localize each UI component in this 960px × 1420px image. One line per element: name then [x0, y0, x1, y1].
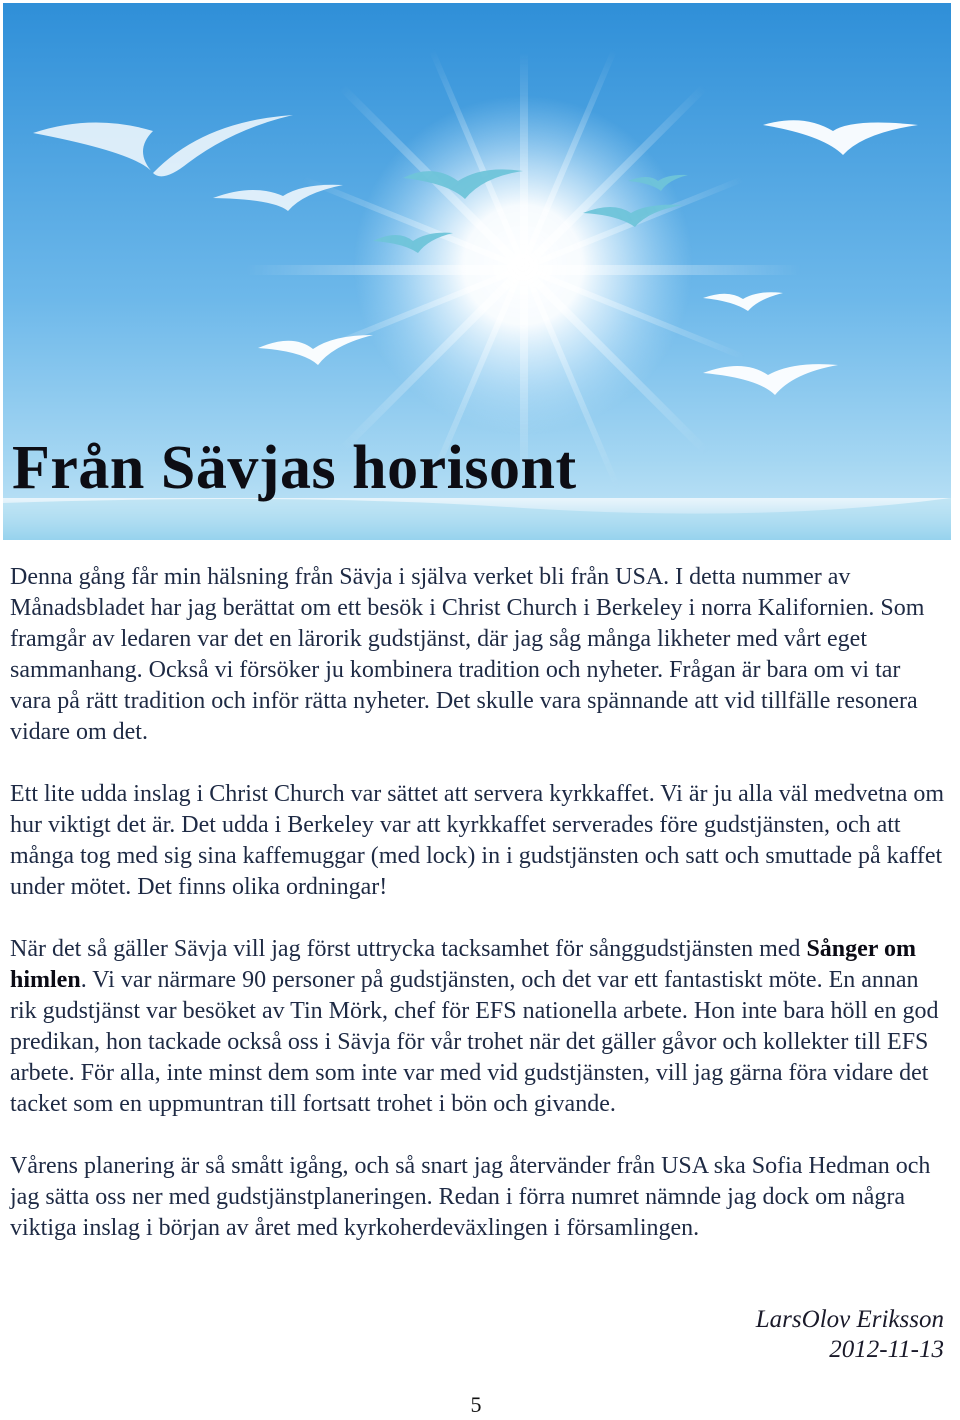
paragraph-2: Ett lite udda inslag i Christ Church var sättet att servera kyrkkaffet. Vi är ju alla väl medvetna om hur viktigt det är. Det udda i Berkeley var att kyrkkaffet serverades före gudstjänsten, och att många tog med sig sina kaffemuggar (med lock) in i gudstjänsten och satt och smuttade på kaffet under mötet. Det finns olika ordningar! [10, 781, 945, 900]
sun-icon [353, 95, 693, 435]
article-body [10, 562, 945, 1275]
signature-date: 2012-11-13 [829, 1336, 944, 1363]
page-number: 5 [470, 1392, 482, 1417]
paragraph-3 [10, 934, 945, 1120]
paragraph-1: Denna gång får min hälsning från Sävja i själva verket bli från USA. I detta nummer av Månadsbladet har jag berättat om ett besök i Christ Church i Berkeley i norra Kalifornien. Som framgår av ledaren var det en lärorik gudstjänst, där jag såg många likheter med vårt eget sammanhang. Också vi försöker ju kombinera tradition och nyheter. Frågan är bara om vi tar vara på rätt tradition och inför rätta nyheter. Det skulle vara spännande att vid tillfälle resonera vidare om det. [10, 564, 925, 745]
paragraph-3-rest: . Vi var närmare 90 personer på gudstjänsten, och det var ett fantastiskt möte. En annan rik gudstjänst var besöket av Tin Mörk, chef för EFS nationella arbete. Hon inte bara höll en god predikan, hon tackade också oss i Sävja för vår trohet när det gäller gåvor och kollekter till EFS arbete. För alla, inte minst dem som inte var med vid gudstjänsten, vill jag gärna föra vidare det tacket som en uppmuntran till fortsatt trohet i bön och givande. [10, 967, 939, 1117]
paragraph-3-intro: När det så gäller Sävja vill jag först uttrycka tacksamhet för sånggudstjänsten med [10, 936, 807, 962]
paragraph-4: Vårens planering är så smått igång, och så snart jag återvänder från USA ska Sofia Hedman och jag sätta oss ner med gudstjänstplaneringen. Redan i förra numret nämnde jag dock om några viktiga inslag i början av året med kyrkoherdeväxlingen i församlingen. [10, 1153, 931, 1241]
event-title-bold: Sånger om himlen [10, 936, 916, 993]
signature-name: LarsOlov Eriksson [755, 1306, 944, 1333]
page-title: Från Sävjas horisont [12, 434, 577, 502]
signature-block [756, 1305, 944, 1365]
